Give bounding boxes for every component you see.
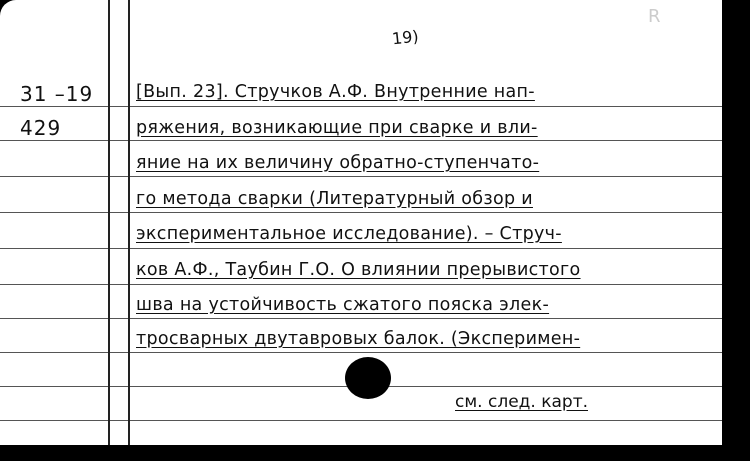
call-number-line1: 31 –19 bbox=[20, 82, 94, 106]
body-line: ков А.Ф., Таубин Г.О. О влиянии прерывистого bbox=[136, 260, 581, 280]
margin-line bbox=[128, 0, 130, 445]
faint-stamp: R bbox=[648, 6, 661, 27]
body-line: шва на устойчивость сжатого пояска элек- bbox=[136, 295, 550, 315]
body-line: яние на их величину обратно-ступенчато- bbox=[136, 153, 540, 173]
call-number-line2: 429 bbox=[20, 116, 62, 140]
continuation-note: см. след. карт. bbox=[455, 392, 588, 412]
body-line: тросварных двутавровых балок. (Эксперимен- bbox=[136, 329, 581, 349]
body-line: экспериментальное исследование). – Струч- bbox=[136, 224, 562, 244]
margin-line bbox=[108, 0, 110, 445]
punch-hole bbox=[345, 357, 391, 399]
corner-mark: 19) bbox=[391, 26, 420, 49]
body-line: ряжения, возникающие при сварке и вли- bbox=[136, 118, 538, 138]
body-line: го метода сварки (Литературный обзор и bbox=[136, 189, 533, 209]
body-line: [Вып. 23]. Стручков А.Ф. Внутренние нап- bbox=[136, 82, 535, 102]
